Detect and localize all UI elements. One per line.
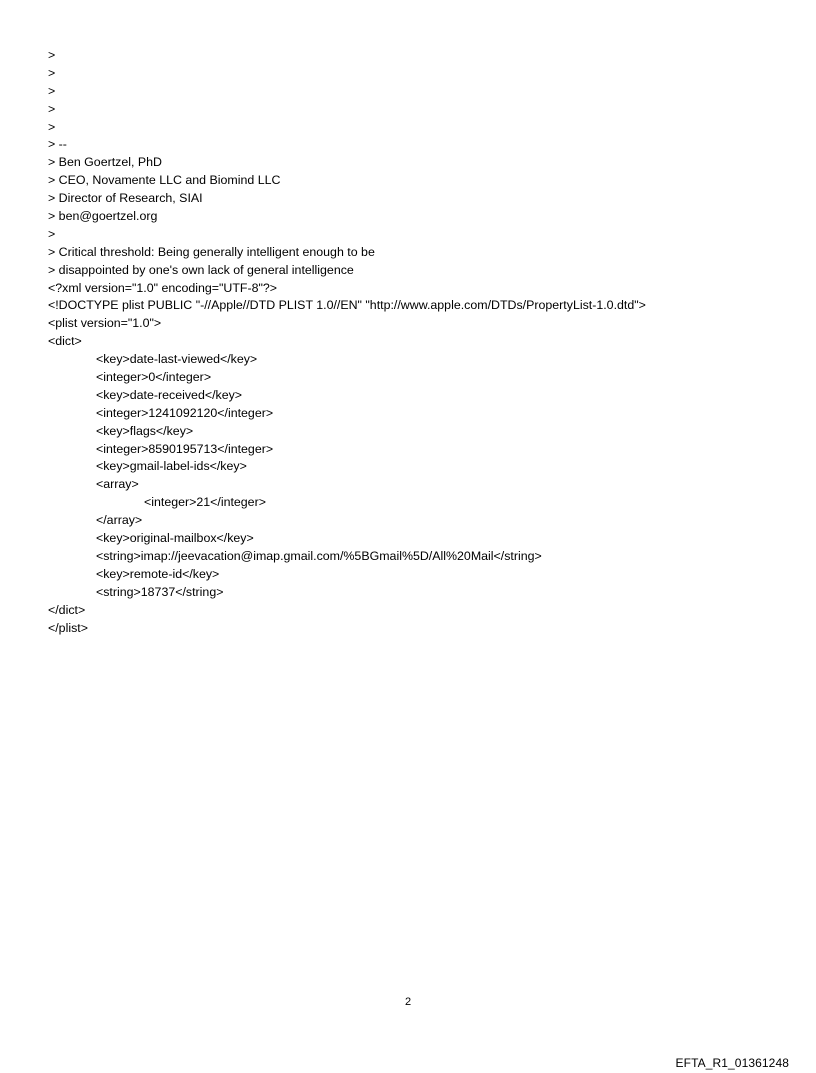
document-body — [48, 47, 788, 637]
quote-line: > — [48, 226, 56, 241]
signature-title: > CEO, Novamente LLC and Biomind LLC — [48, 173, 281, 188]
plist-open: <plist version="1.0"> — [48, 316, 162, 331]
plist-key: <key>flags</key> — [96, 423, 194, 438]
plist-close: </plist> — [48, 620, 88, 635]
quote-line: > — [48, 65, 56, 80]
quote-line: > — [48, 83, 56, 98]
plist-value: <integer>8590195713</integer> — [96, 441, 274, 456]
plist-key: <key>gmail-label-ids</key> — [96, 459, 247, 474]
plist-key: <key>original-mailbox</key> — [96, 531, 254, 546]
quote-line: > — [48, 101, 56, 116]
signature-role: > Director of Research, SIAI — [48, 191, 203, 206]
quote-line: > — [48, 119, 56, 134]
signature-separator: > -- — [48, 137, 67, 152]
plist-value: <string>imap://jeevacation@imap.gmail.com/%5BGmail%5D/All%20Mail</string> — [96, 548, 542, 563]
xml-declaration: <?xml version="1.0" encoding="UTF-8"?> — [48, 280, 278, 295]
page-number: 2 — [404, 996, 412, 1008]
plist-key: <key>date-received</key> — [96, 387, 243, 402]
dict-open: <dict> — [48, 334, 82, 349]
plist-key: <key>date-last-viewed</key> — [96, 352, 258, 367]
array-close: </array> — [96, 513, 143, 528]
doctype-line: <!DOCTYPE plist PUBLIC "-//Apple//DTD PLIST 1.0//EN" "http://www.apple.com/DTDs/PropertyList-1.0.dtd"> — [48, 298, 646, 313]
plist-value: <integer>0</integer> — [96, 370, 212, 385]
plist-key: <key>remote-id</key> — [96, 566, 220, 581]
dict-close: </dict> — [48, 602, 86, 617]
signature-quote: > Critical threshold: Being generally intelligent enough to be — [48, 244, 375, 259]
array-open: <array> — [96, 477, 139, 492]
signature-name: > Ben Goertzel, PhD — [48, 155, 162, 170]
bates-number: EFTA_R1_01361248 — [675, 1056, 789, 1070]
plist-value: <integer>1241092120</integer> — [96, 405, 274, 420]
quote-line: > — [48, 48, 56, 62]
plist-value: <integer>21</integer> — [144, 495, 266, 510]
signature-email: > ben@goertzel.org — [48, 209, 158, 224]
plist-value: <string>18737</string> — [96, 584, 224, 599]
signature-quote: > disappointed by one's own lack of general intelligence — [48, 262, 354, 277]
